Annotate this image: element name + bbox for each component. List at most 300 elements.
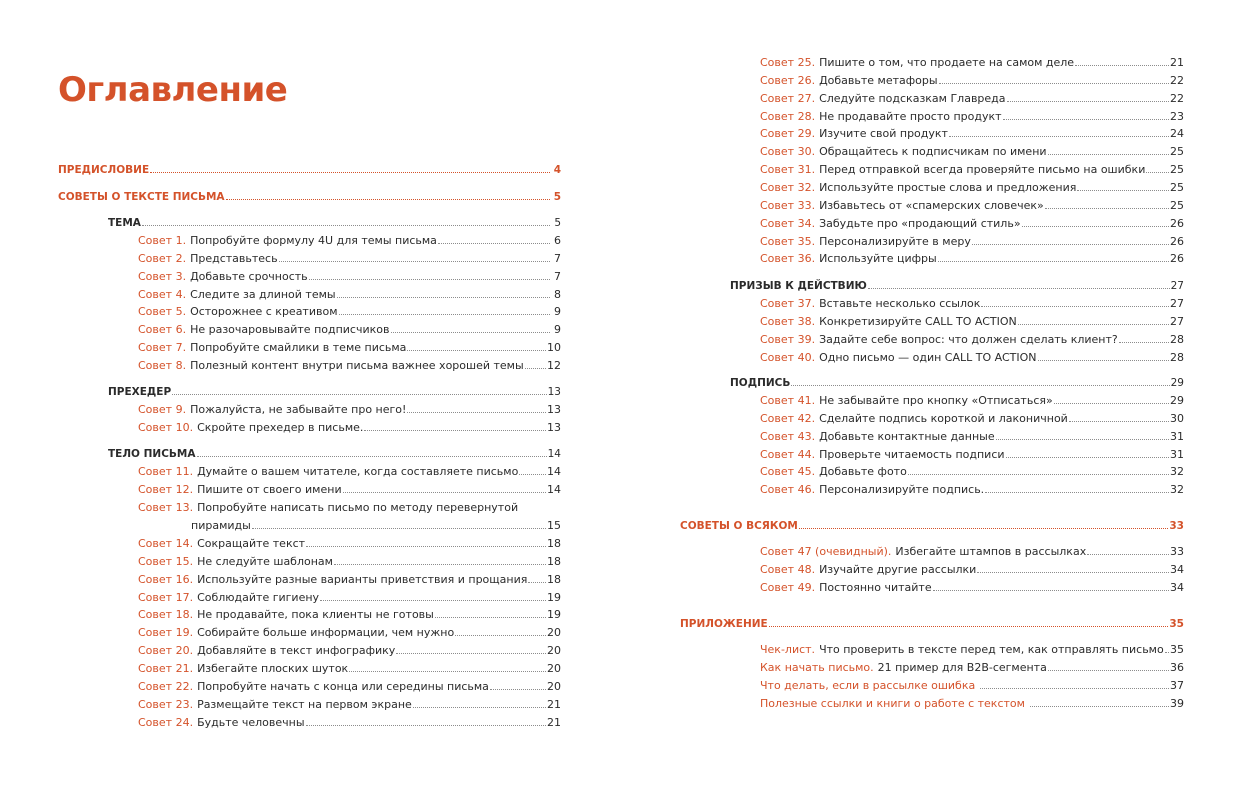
dot-leader bbox=[1048, 661, 1169, 671]
toc-entry-label bbox=[138, 680, 489, 693]
toc-entry[interactable] bbox=[760, 394, 1184, 412]
tip-prefix: Совет 15. bbox=[138, 554, 194, 568]
toc-entry-label bbox=[138, 252, 278, 265]
page-number: 29 bbox=[1170, 394, 1184, 407]
toc-entry-label bbox=[760, 199, 1044, 212]
tip-text: Используйте простые слова и предложения bbox=[819, 180, 1077, 194]
dot-leader bbox=[309, 270, 550, 280]
toc-subsection-label: ПРЕХЕДЕР bbox=[108, 386, 172, 398]
page-number: 23 bbox=[1170, 109, 1184, 123]
tip-text: Скройте прехедер в письме. bbox=[197, 420, 364, 434]
toc-entry-label bbox=[138, 421, 363, 434]
tip-prefix: Совет 3. bbox=[138, 269, 187, 283]
toc-entry-label bbox=[760, 581, 932, 594]
toc-entry[interactable] bbox=[138, 341, 561, 359]
page-number: 15 bbox=[547, 519, 561, 532]
toc-subsection-label: ПРИЗЫВ К ДЕЙСТВИЮ bbox=[730, 280, 867, 292]
page-number: 4 bbox=[553, 164, 561, 176]
toc-entry[interactable] bbox=[760, 145, 1184, 163]
toc-entry[interactable] bbox=[138, 465, 561, 483]
page-number: 18 bbox=[547, 554, 561, 568]
page-number: 27 bbox=[1170, 280, 1184, 292]
tip-prefix: Совет 1. bbox=[138, 234, 187, 247]
toc-entry[interactable] bbox=[760, 333, 1184, 351]
toc-entry[interactable] bbox=[760, 661, 1184, 679]
dot-leader bbox=[1077, 181, 1169, 191]
toc-entry-label bbox=[760, 235, 971, 248]
tip-prefix: Совет 44. bbox=[760, 447, 816, 461]
toc-subsection-label: ТЕМА bbox=[108, 217, 141, 229]
toc-entry-label bbox=[138, 234, 437, 247]
tip-text: Попробуйте написать письмо по методу перевернутой bbox=[197, 501, 519, 514]
toc-entry[interactable] bbox=[760, 465, 1184, 483]
toc-entry-label bbox=[138, 537, 305, 550]
tip-text: Пожалуйста, не забывайте про него! bbox=[190, 403, 407, 416]
dot-leader bbox=[1054, 394, 1169, 404]
toc-subsection-preheader[interactable] bbox=[108, 385, 561, 403]
toc-entry-label bbox=[760, 679, 979, 692]
dot-leader bbox=[1003, 110, 1169, 120]
page-number: 27 bbox=[1170, 314, 1184, 328]
tip-text: Добавьте срочность bbox=[190, 269, 308, 283]
toc-entry-label bbox=[760, 661, 1047, 674]
tip-text: Собирайте больше информации, чем нужно bbox=[197, 626, 455, 640]
toc-entry-tip13-continuation[interactable] bbox=[191, 519, 561, 537]
tip-prefix: Совет 32. bbox=[760, 180, 816, 194]
toc-entry[interactable] bbox=[138, 716, 561, 734]
toc-entry[interactable] bbox=[138, 537, 561, 555]
page-number: 26 bbox=[1170, 234, 1184, 248]
toc-subsection-signature[interactable] bbox=[730, 376, 1184, 394]
dot-leader bbox=[396, 644, 546, 654]
dot-leader bbox=[279, 252, 550, 262]
page-number: 12 bbox=[547, 358, 561, 372]
tip-prefix: Совет 17. bbox=[138, 590, 194, 604]
toc-entry[interactable] bbox=[760, 351, 1184, 369]
page-number: 9 bbox=[554, 305, 561, 319]
toc-entry-label bbox=[760, 110, 1002, 123]
dot-leader bbox=[1075, 56, 1169, 66]
tip-text: Думайте о вашем читателе, когда составляете письмо bbox=[197, 465, 519, 478]
tip-prefix: Что делать, если в рассылке ошибка bbox=[760, 678, 976, 692]
dot-leader bbox=[985, 483, 1169, 493]
page-number: 26 bbox=[1170, 252, 1184, 266]
toc-entry-label bbox=[760, 351, 1037, 364]
toc-entry[interactable] bbox=[138, 608, 561, 626]
toc-entry-label bbox=[138, 403, 406, 416]
dot-leader bbox=[343, 483, 546, 493]
tip-prefix: Совет 46. bbox=[760, 483, 816, 497]
tip-text: Добавьте фото bbox=[819, 465, 907, 479]
dot-leader bbox=[519, 465, 546, 475]
tip-prefix: Совет 27. bbox=[760, 91, 816, 105]
dot-leader bbox=[1018, 315, 1169, 325]
tip-text: Полезный контент внутри письма важнее хорошей темы bbox=[190, 358, 524, 372]
tip-text: Не продавайте просто продукт bbox=[819, 109, 1002, 123]
tip-prefix: Совет 16. bbox=[138, 572, 194, 586]
dot-leader bbox=[252, 519, 546, 529]
toc-entry-label bbox=[138, 573, 527, 586]
toc-entry-label bbox=[138, 555, 333, 568]
dot-leader bbox=[320, 591, 546, 601]
tip-text: Персонализируйте подпись. bbox=[819, 483, 985, 497]
toc-entry-label bbox=[760, 697, 1029, 710]
tip-prefix: Совет 26. bbox=[760, 73, 816, 87]
toc-section-label: СОВЕТЫ О ТЕКСТЕ ПИСЬМА bbox=[58, 191, 225, 203]
toc-entry[interactable] bbox=[760, 315, 1184, 333]
page-number: 19 bbox=[547, 590, 561, 604]
toc-entry-label bbox=[138, 341, 406, 354]
toc-entry[interactable] bbox=[138, 234, 561, 252]
toc-entry[interactable] bbox=[138, 698, 561, 716]
toc-section-appendix[interactable] bbox=[680, 617, 1184, 635]
tip-text: Добавляйте в текст инфографику bbox=[197, 644, 396, 658]
toc-entry-label bbox=[760, 483, 984, 496]
dot-leader bbox=[364, 421, 546, 431]
tip-text: Используйте цифры bbox=[819, 252, 937, 266]
dot-leader bbox=[1030, 697, 1169, 707]
toc-entry-tip13[interactable] bbox=[138, 501, 518, 519]
toc-entry-label bbox=[760, 92, 1006, 105]
page-number: 39 bbox=[1170, 696, 1184, 710]
toc-entry[interactable] bbox=[760, 581, 1184, 599]
dot-leader bbox=[438, 234, 550, 244]
toc-entry[interactable] bbox=[760, 235, 1184, 253]
toc-entry-label bbox=[760, 315, 1017, 328]
tip-prefix: Совет 22. bbox=[138, 679, 194, 693]
page-number: 14 bbox=[547, 482, 561, 496]
tip-text: Попробуйте начать с конца или середины письма bbox=[197, 679, 489, 693]
page-number: 22 bbox=[1170, 73, 1184, 87]
toc-entry[interactable] bbox=[138, 421, 561, 439]
tip-prefix: Совет 23. bbox=[138, 697, 194, 711]
page-number: 20 bbox=[547, 679, 561, 693]
toc-entry[interactable] bbox=[138, 305, 561, 323]
dot-leader bbox=[150, 163, 550, 173]
page-number: 13 bbox=[547, 403, 561, 416]
page-number: 27 bbox=[1170, 297, 1184, 310]
tip-prefix: Совет 12. bbox=[138, 482, 194, 496]
page-number: 5 bbox=[553, 191, 561, 203]
tip-text: Следуйте подсказкам Главреда bbox=[819, 91, 1006, 105]
tip-prefix: Совет 19. bbox=[138, 626, 194, 640]
page-number: 28 bbox=[1170, 350, 1184, 364]
toc-entry-label bbox=[138, 305, 338, 318]
toc-entry[interactable] bbox=[760, 181, 1184, 199]
page-number: 29 bbox=[1170, 377, 1184, 389]
tip-text: Одно письмо — один CALL TO ACTION bbox=[819, 350, 1037, 364]
toc-entry-label bbox=[138, 501, 518, 514]
tip-prefix: Совет 29. bbox=[760, 127, 816, 141]
toc-section-text-tips[interactable] bbox=[58, 190, 561, 208]
page-number: 35 bbox=[1170, 643, 1184, 656]
toc-entry[interactable] bbox=[138, 644, 561, 662]
page-number: 28 bbox=[1170, 332, 1184, 346]
dot-leader bbox=[1045, 199, 1169, 209]
tip-prefix: Совет 31. bbox=[760, 163, 816, 177]
dot-leader bbox=[1006, 448, 1169, 458]
toc-entry-label bbox=[760, 163, 1145, 176]
dot-leader bbox=[1038, 351, 1169, 361]
dot-leader bbox=[1022, 217, 1169, 227]
toc-entry[interactable] bbox=[760, 679, 1184, 697]
toc-entry[interactable] bbox=[138, 555, 561, 573]
tip-prefix: Совет 13. bbox=[138, 501, 194, 514]
toc-entry-label bbox=[138, 288, 336, 301]
toc-entry[interactable] bbox=[138, 359, 561, 377]
tip-prefix: Совет 38. bbox=[760, 314, 816, 328]
page-number: 34 bbox=[1170, 580, 1184, 594]
page-number: 5 bbox=[554, 217, 561, 229]
toc-entry-label bbox=[760, 430, 995, 443]
toc-entry[interactable] bbox=[760, 563, 1184, 581]
page-number: 37 bbox=[1170, 678, 1184, 692]
dot-leader bbox=[981, 297, 1169, 307]
toc-entry[interactable] bbox=[138, 662, 561, 680]
tip-text: Забудьте про «продающий стиль» bbox=[819, 216, 1021, 230]
toc-entry[interactable] bbox=[138, 323, 561, 341]
page-number: 13 bbox=[547, 420, 561, 434]
page-number: 14 bbox=[547, 465, 561, 478]
toc-entry-label bbox=[138, 626, 454, 639]
toc-entry[interactable] bbox=[138, 591, 561, 609]
toc-section-label: ПРЕДИСЛОВИЕ bbox=[58, 164, 150, 176]
toc-entry-label bbox=[760, 448, 1005, 461]
dot-leader bbox=[1087, 545, 1169, 555]
toc-entry-label bbox=[760, 563, 976, 576]
toc-entry-label bbox=[760, 333, 1118, 346]
toc-subsection-cta[interactable] bbox=[730, 279, 1184, 297]
dot-leader bbox=[799, 519, 1169, 529]
tip-text: Следите за длиной темы bbox=[190, 287, 336, 301]
tip-text: Не забывайте про кнопку «Отписаться» bbox=[819, 394, 1053, 407]
dot-leader bbox=[455, 626, 546, 636]
toc-entry[interactable] bbox=[760, 412, 1184, 430]
toc-entry[interactable] bbox=[760, 643, 1184, 661]
toc-entry[interactable] bbox=[138, 252, 561, 270]
tip-prefix: Совет 14. bbox=[138, 537, 194, 550]
tip-prefix: Совет 10. bbox=[138, 420, 194, 434]
page-number: 32 bbox=[1170, 483, 1184, 497]
dot-leader bbox=[1048, 145, 1169, 155]
toc-entry[interactable] bbox=[760, 430, 1184, 448]
toc-section-label: СОВЕТЫ О ВСЯКОМ bbox=[680, 520, 798, 532]
tip-text: Попробуйте смайлики в теме письма bbox=[190, 341, 407, 355]
dot-leader bbox=[525, 359, 546, 369]
toc-entry-label bbox=[191, 519, 251, 532]
tip-prefix: Совет 34. bbox=[760, 216, 816, 230]
tip-prefix: Полезные ссылки и книги о работе с текстом bbox=[760, 696, 1025, 710]
toc-entry[interactable] bbox=[760, 92, 1184, 110]
toc-entry-label bbox=[760, 412, 1068, 425]
tip-prefix: Совет 36. bbox=[760, 252, 816, 266]
toc-entry-label bbox=[760, 217, 1021, 230]
page-number: 13 bbox=[547, 386, 561, 398]
toc-entry-label bbox=[138, 608, 434, 621]
toc-entry[interactable] bbox=[760, 110, 1184, 128]
toc-entry[interactable] bbox=[138, 483, 561, 501]
toc-entry-label bbox=[138, 716, 305, 729]
tip-text: Пишите о том, что продаете на самом деле bbox=[819, 56, 1075, 69]
dot-leader bbox=[972, 235, 1169, 245]
tip-text: Будьте человечны bbox=[197, 715, 305, 729]
toc-entry[interactable] bbox=[760, 697, 1184, 715]
toc-entry-label bbox=[760, 465, 907, 478]
tip-text: пирамиды bbox=[191, 519, 251, 532]
toc-entry-label bbox=[760, 394, 1053, 407]
page-number: 20 bbox=[547, 644, 561, 658]
tip-prefix: Чек-лист. bbox=[760, 643, 816, 656]
dot-leader bbox=[1146, 163, 1169, 173]
dot-leader bbox=[334, 555, 546, 565]
tip-text: Перед отправкой всегда проверяйте письмо на ошибки bbox=[819, 163, 1146, 177]
toc-section-preface[interactable] bbox=[58, 163, 561, 181]
toc-entry[interactable] bbox=[760, 545, 1184, 563]
page-title: Оглавление bbox=[58, 70, 288, 110]
toc-entry-label bbox=[138, 644, 395, 657]
tip-prefix: Совет 43. bbox=[760, 429, 816, 443]
tip-text: Соблюдайте гигиену bbox=[197, 590, 320, 604]
toc-entry[interactable] bbox=[760, 163, 1184, 181]
tip-prefix: Совет 41. bbox=[760, 394, 816, 407]
toc-entry[interactable] bbox=[138, 270, 561, 288]
toc-entry[interactable] bbox=[760, 252, 1184, 270]
tip-prefix: Совет 42. bbox=[760, 411, 816, 425]
toc-entry-label bbox=[760, 252, 937, 265]
page-number: 36 bbox=[1170, 660, 1184, 674]
toc-entry[interactable] bbox=[760, 448, 1184, 466]
tip-text: Вставьте несколько ссылок bbox=[819, 297, 981, 310]
page-number: 21 bbox=[1170, 56, 1184, 69]
dot-leader bbox=[413, 698, 546, 708]
toc-entry[interactable] bbox=[760, 199, 1184, 217]
toc-entry-label bbox=[138, 323, 390, 336]
tip-prefix: Совет 39. bbox=[760, 332, 816, 346]
toc-entry[interactable] bbox=[138, 680, 561, 698]
tip-prefix: Как начать письмо. bbox=[760, 660, 874, 674]
tip-text: Задайте себе вопрос: что должен сделать клиент? bbox=[819, 332, 1118, 346]
toc-entry[interactable] bbox=[138, 403, 561, 421]
dot-leader bbox=[1069, 412, 1169, 422]
tip-text: Что проверить в тексте перед тем, как отправлять письмо bbox=[819, 643, 1164, 656]
dot-leader bbox=[996, 430, 1169, 440]
tip-prefix: Совет 35. bbox=[760, 234, 816, 248]
dot-leader bbox=[933, 581, 1169, 591]
toc-subsection-label: ТЕЛО ПИСЬМА bbox=[108, 448, 196, 460]
dot-leader bbox=[980, 679, 1169, 689]
tip-prefix: Совет 40. bbox=[760, 350, 816, 364]
tip-prefix: Совет 5. bbox=[138, 305, 187, 319]
page-number: 32 bbox=[1170, 465, 1184, 479]
tip-text: Избегайте плоских шуток bbox=[197, 661, 349, 675]
dot-leader bbox=[306, 537, 546, 547]
toc-entry-label bbox=[760, 74, 938, 87]
tip-prefix: Совет 47 (очевидный). bbox=[760, 545, 892, 558]
dot-leader bbox=[142, 216, 550, 226]
tip-text: Осторожнее с креативом bbox=[190, 305, 338, 319]
dot-leader bbox=[197, 447, 547, 457]
dot-leader bbox=[349, 662, 546, 672]
toc-entry-label bbox=[138, 483, 342, 496]
page-number: 35 bbox=[1169, 618, 1184, 630]
tip-text: Проверьте читаемость подписи bbox=[819, 447, 1005, 461]
page-number: 7 bbox=[554, 251, 561, 265]
tip-prefix: Совет 21. bbox=[138, 661, 194, 675]
dot-leader bbox=[769, 617, 1169, 627]
tip-text: Избегайте штампов в рассылках bbox=[895, 545, 1087, 558]
dot-leader bbox=[435, 608, 546, 618]
dot-leader bbox=[407, 403, 546, 413]
dot-leader bbox=[939, 74, 1169, 84]
page-number: 7 bbox=[554, 269, 561, 283]
tip-text: Конкретизируйте CALL TO ACTION bbox=[819, 314, 1017, 328]
tip-prefix: Совет 25. bbox=[760, 56, 816, 69]
tip-text: Не продавайте, пока клиенты не готовы bbox=[197, 608, 434, 622]
page-number: 20 bbox=[547, 661, 561, 675]
tip-prefix: Совет 28. bbox=[760, 109, 816, 123]
page-number: 9 bbox=[554, 323, 561, 337]
tip-text: Избавьтесь от «спамерских словечек» bbox=[819, 198, 1044, 212]
dot-leader bbox=[226, 190, 550, 200]
tip-text: Используйте разные варианты приветствия и прощания bbox=[197, 572, 528, 586]
toc-entry[interactable] bbox=[760, 483, 1184, 501]
dot-leader bbox=[938, 252, 1169, 262]
page-number: 19 bbox=[547, 608, 561, 622]
toc-entry[interactable] bbox=[138, 288, 561, 306]
page-number: 24 bbox=[1170, 127, 1184, 141]
dot-leader bbox=[337, 288, 550, 298]
page-number: 21 bbox=[547, 715, 561, 729]
page-number: 31 bbox=[1170, 447, 1184, 461]
tip-text: Попробуйте формулу 4U для темы письма bbox=[190, 234, 437, 247]
toc-entry[interactable] bbox=[760, 56, 1184, 74]
tip-text: Не следуйте шаблонам bbox=[197, 554, 333, 568]
dot-leader bbox=[1007, 92, 1169, 102]
tip-prefix: Совет 33. bbox=[760, 198, 816, 212]
toc-section-label: ПРИЛОЖЕНИЕ bbox=[680, 618, 768, 630]
toc-entry[interactable] bbox=[760, 217, 1184, 235]
toc-entry[interactable] bbox=[760, 297, 1184, 315]
toc-entry[interactable] bbox=[138, 626, 561, 644]
toc-entry-label bbox=[760, 297, 980, 310]
page-number: 31 bbox=[1170, 429, 1184, 443]
tip-prefix: Совет 24. bbox=[138, 715, 194, 729]
toc-entry[interactable] bbox=[760, 127, 1184, 145]
toc-entry[interactable] bbox=[760, 74, 1184, 92]
tip-prefix: Совет 6. bbox=[138, 323, 187, 337]
tip-prefix: Совет 18. bbox=[138, 608, 194, 622]
tip-text: Добавьте метафоры bbox=[819, 73, 938, 87]
tip-prefix: Совет 8. bbox=[138, 358, 187, 372]
dot-leader bbox=[908, 465, 1169, 475]
tip-text: Сделайте подпись короткой и лаконичной bbox=[819, 411, 1068, 425]
toc-entry-label bbox=[760, 56, 1074, 69]
page-number: 20 bbox=[547, 626, 561, 640]
page-number: 10 bbox=[547, 341, 561, 355]
toc-entry[interactable] bbox=[138, 573, 561, 591]
toc-subsection-body[interactable] bbox=[108, 447, 561, 465]
tip-prefix: Совет 11. bbox=[138, 465, 194, 478]
toc-entry-label bbox=[138, 591, 319, 604]
tip-text: Сокращайте текст bbox=[197, 537, 306, 550]
page-number: 22 bbox=[1170, 91, 1184, 105]
toc-subsection-topic[interactable] bbox=[108, 216, 561, 234]
toc-section-misc[interactable] bbox=[680, 519, 1184, 537]
page-number: 8 bbox=[554, 287, 561, 301]
toc-entry-label bbox=[138, 270, 308, 283]
tip-prefix: Совет 45. bbox=[760, 465, 816, 479]
tip-prefix: Совет 49. bbox=[760, 580, 816, 594]
